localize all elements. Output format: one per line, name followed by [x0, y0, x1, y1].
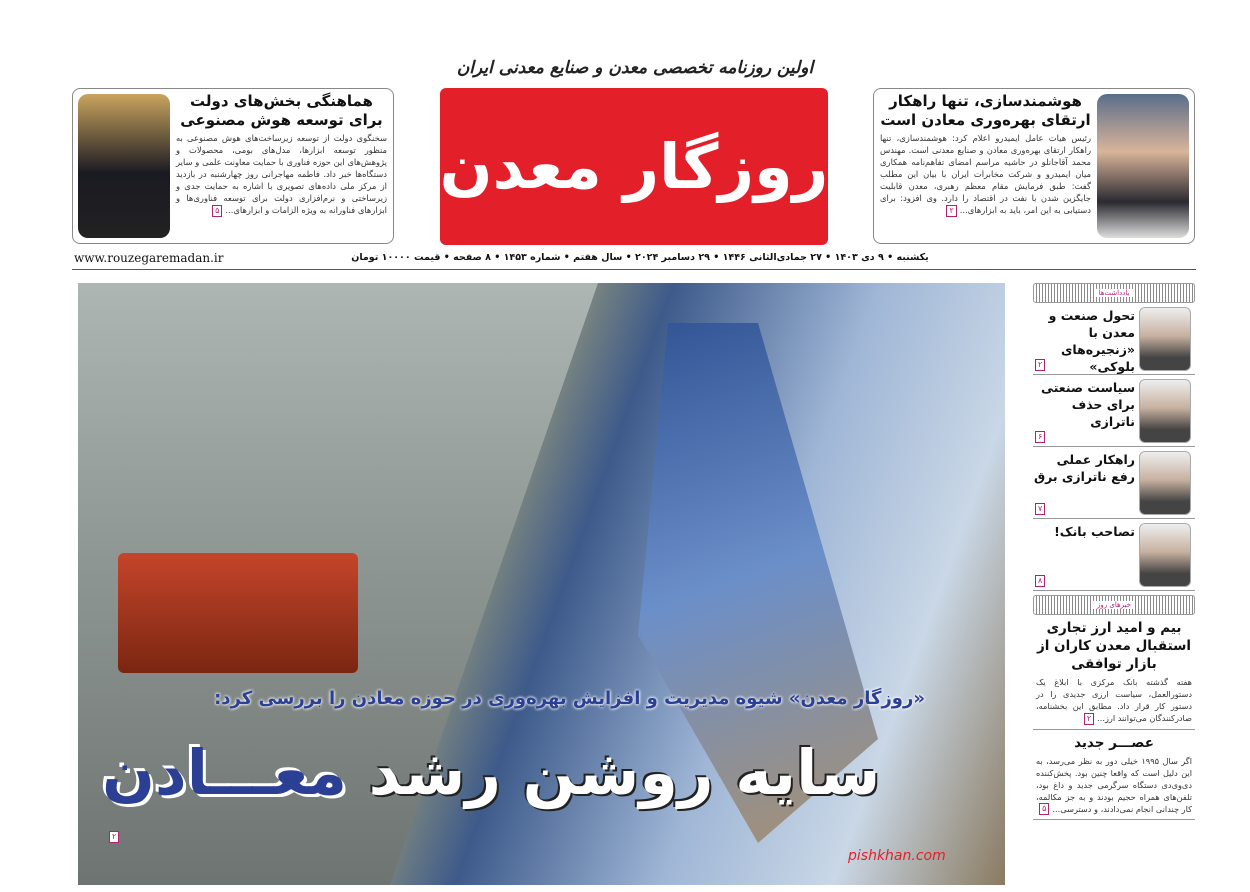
sidebar [1033, 283, 1195, 885]
newspaper-logo: روزگار معدن [440, 88, 828, 245]
page-ref[interactable]: ۲ [1084, 713, 1094, 725]
note-title: تصاحب بانک! [1054, 524, 1135, 539]
website-url[interactable]: www.rouzegaremadan.ir [74, 251, 224, 265]
article-body-wrap [1036, 755, 1192, 816]
page-ref[interactable]: ۵ [1039, 803, 1049, 815]
page-ref[interactable]: ۲ [946, 205, 956, 217]
note-item[interactable] [1033, 375, 1195, 447]
hero-kicker: «روزگار معدن» شیوه مدیریت و افزایش بهره‌وری در حوزه معادن را بررسی کرد: [214, 688, 925, 709]
note-title: تحول صنعت و معدن با «زنجیره‌های بلوکی» [1048, 308, 1135, 374]
hero-headline[interactable] [102, 733, 880, 813]
page-ref[interactable]: ۷ [1035, 503, 1045, 515]
page-ref[interactable]: ۲ [1035, 359, 1045, 371]
teaser-title[interactable]: هوشمندسازی، تنها راهکار ارتقای بهره‌وری معادن است [880, 92, 1091, 129]
teaser-title[interactable]: هماهنگی بخش‌های دولت برای توسعه هوش مصنوعی [180, 92, 383, 129]
note-item[interactable] [1033, 519, 1195, 591]
author-photo [1139, 307, 1191, 371]
tagline: اولین روزنامه تخصصی معدن و صنایع معدنی ایران [456, 58, 814, 78]
article-body: هفته گذشته بانک مرکزی با ابلاغ یک دستورالعمل، سیاست ارزی جدیدی را در دستور کار قرار داد. مطابق این بخشنامه، صادرکنندگان می‌توانند ارز... [1036, 677, 1192, 723]
section-header [1033, 595, 1195, 615]
teaser-photo [78, 94, 170, 238]
teaser-body: رئیس هیات عامل ایمیدرو اعلام کرد: هوشمندسازی، تنها راهکار ارتقای بهره‌وری معادن و صنایع معدنی است. مهندس محمد آقاجانلو در حاشیه مراسم امضای تفاهم‌نامه همکاری میان ایمیدرو و شرکت مخابرات ایران با بیان این مطلب گفت: طبق فرمایش مقام معظم رهبری، معدن قابلیت جایگزین شدن با نفت در اقتصاد را دارد. وی افزود: برای دستیابی به این امر، باید به ابزارهای... [880, 133, 1091, 215]
page-ref[interactable]: ۵ [212, 205, 222, 217]
author-photo [1139, 523, 1191, 587]
right-teaser-box[interactable] [873, 88, 1195, 244]
teaser-body: سخنگوی دولت از توسعه زیرساخت‌های هوش مصنوعی به منظور توسعه ابزارها، مدل‌های بومی، محصولات و پژوهش‌های این حوزه فناوری با حمایت معاونت علمی و سایر دستگاه‌ها خبر داد. فاطمه مهاجرانی روز چهارشنبه در بازدید از مرکز ملی داده‌های تصویری با اشاره به حمایت جدی و زیرساختی و نرم‌افزاری دولت برای توسعه فناوری‌ها و ابزارهای فناورانه به ویژه الزامات و ابزارهای... [176, 133, 387, 215]
left-teaser-box[interactable] [72, 88, 394, 244]
article-body-wrap [1036, 676, 1192, 725]
article-body: اگر سال ۱۹۹۵ خیلی دور به نظر می‌رسد، به این دلیل است که واقعا چنین بود. پخش‌کننده دی‌وی‌دی دستگاه سرگرمی جدید و داغ بود، تلفن‌های همراه حجیم بودند و به جز مکالمه، کار چندانی انجام نمی‌دادند، و دسترسی... [1036, 755, 1192, 814]
headline-part: سایه روشن رشد [346, 736, 881, 809]
note-item[interactable] [1033, 303, 1195, 375]
page-ref[interactable]: ۶ [1035, 431, 1045, 443]
section-title: یادداشت‌ها [1095, 289, 1134, 297]
article-title[interactable]: عصـــر جدید [1074, 734, 1154, 751]
divider [72, 269, 1196, 270]
article-title[interactable]: بیم و امید ارز تجاری استقبال معدن کاران از بازار توافقی [1036, 620, 1192, 672]
teaser-body-wrap [880, 132, 1091, 217]
author-photo [1139, 379, 1191, 443]
page-ref[interactable]: ۸ [1035, 575, 1045, 587]
news-article[interactable] [1033, 615, 1195, 730]
teaser-body-wrap [176, 132, 387, 217]
section-header [1033, 283, 1195, 303]
watermark: pishkhan.com [848, 848, 946, 864]
note-title: راهکار عملی رفع ناترازی برق [1033, 452, 1135, 484]
note-item[interactable] [1033, 447, 1195, 519]
mining-truck-image [118, 553, 358, 673]
hero-photo[interactable] [78, 283, 1005, 885]
note-title: سیاست صنعتی برای حذف ناترازی [1041, 380, 1135, 429]
author-photo [1139, 451, 1191, 515]
dateline: یکشنبه • ۹ دی ۱۴۰۳ • ۲۷ جمادی‌الثانی ۱۴۴۶ • ۲۹ دسامبر ۲۰۲۴ • سال هفتم • شماره ۱۴۵۳ • ۸ صفحه • قیمت ۱۰۰۰۰ تومان [351, 252, 929, 263]
page-ref[interactable]: ۲ [109, 831, 119, 843]
section-title: خبرهای روز [1093, 601, 1135, 609]
headline-part-highlight: معـــادن [102, 736, 347, 809]
news-article[interactable] [1033, 730, 1195, 821]
teaser-photo [1097, 94, 1189, 238]
